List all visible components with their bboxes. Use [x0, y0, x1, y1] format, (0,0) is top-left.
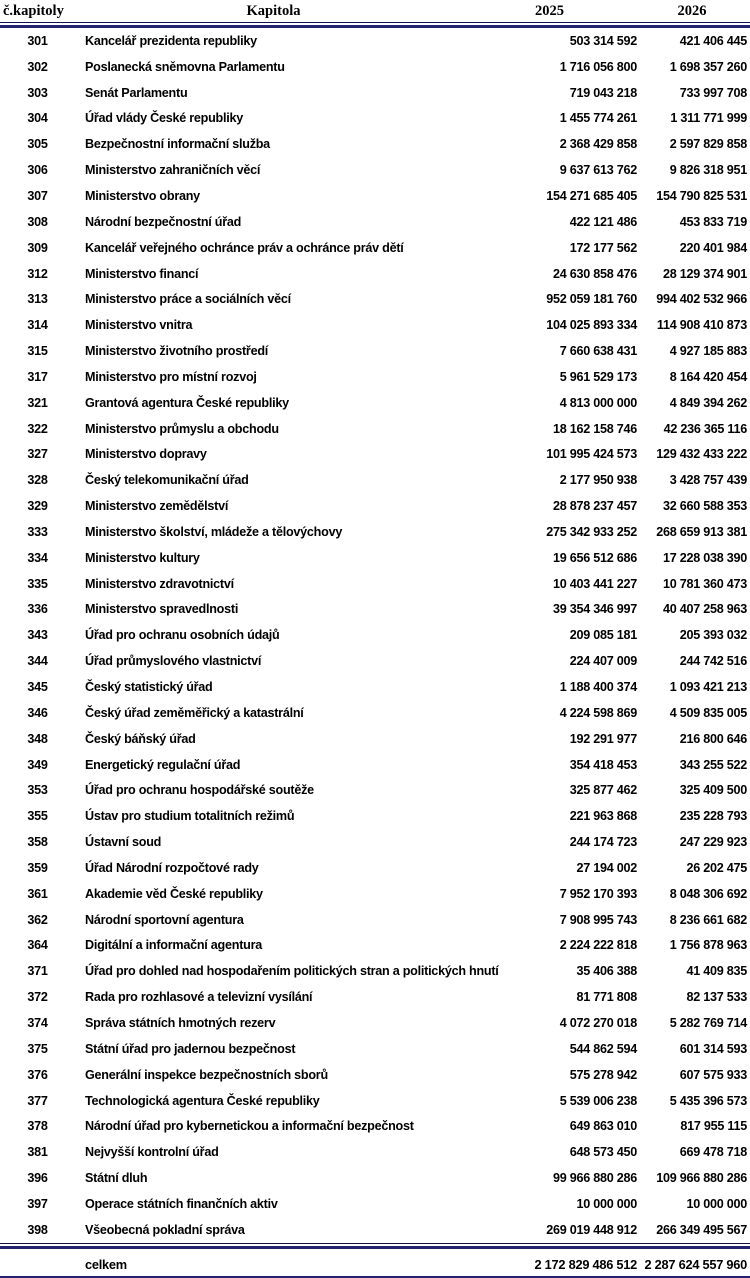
table-row: [0, 984, 750, 1010]
chapter-number: 358: [27, 835, 48, 850]
amount-2025: 172 177 562: [569, 240, 637, 255]
chapter-number: 334: [27, 550, 48, 565]
amount-2026: 994 402 532 966: [656, 292, 747, 307]
amount-2025: 7 952 170 393: [559, 886, 637, 901]
table-row: [0, 648, 750, 674]
table-row: [0, 235, 750, 261]
chapter-number: 328: [27, 473, 48, 488]
amount-2025: 1 188 400 374: [559, 680, 637, 695]
amount-2025: 4 224 598 869: [559, 705, 637, 720]
amount-2025: 4 813 000 000: [559, 395, 637, 410]
table-row: [0, 131, 750, 157]
chapter-name: Ministerstvo pro místní rozvoj: [85, 369, 257, 384]
chapter-number: 307: [27, 188, 48, 203]
amount-2025: 2 177 950 938: [559, 473, 637, 488]
amount-2025: 27 194 002: [576, 860, 637, 875]
chapter-name: Grantová agentura České republiky: [85, 395, 289, 410]
amount-2025: 9 637 613 762: [559, 163, 637, 178]
chapter-name: Úřad Národní rozpočtové rady: [85, 860, 259, 875]
table-row: [0, 157, 750, 183]
table-row: [0, 183, 750, 209]
amount-2025: 544 862 594: [569, 1041, 637, 1056]
amount-2025: 192 291 977: [569, 731, 637, 746]
amount-2026: 109 966 880 286: [656, 1171, 747, 1186]
chapter-number: 317: [27, 369, 48, 384]
amount-2025: 81 771 808: [576, 990, 637, 1005]
chapter-number: 362: [27, 912, 48, 927]
chapter-name: Ministerstvo zemědělství: [85, 499, 229, 514]
chapter-name: Národní sportovní agentura: [85, 912, 244, 927]
amount-2026: 8 164 420 454: [669, 369, 747, 384]
amount-2026: 601 314 593: [679, 1041, 747, 1056]
table-row: [0, 54, 750, 80]
table-row: [0, 1010, 750, 1036]
chapter-name: Kancelář prezidenta republiky: [85, 33, 257, 48]
chapter-name: Ministerstvo spravedlnosti: [85, 602, 239, 617]
chapter-name: Státní úřad pro jadernou bezpečnost: [85, 1041, 296, 1056]
chapter-number: 302: [27, 59, 48, 74]
chapter-number: 371: [27, 964, 48, 979]
amount-2026: 325 409 500: [679, 783, 747, 798]
chapter-number: 398: [27, 1222, 48, 1237]
chapter-name: Energetický regulační úřad: [85, 757, 241, 772]
amount-2025: 7 660 638 431: [559, 344, 637, 359]
chapter-number: 314: [27, 318, 48, 333]
amount-2026: 5 435 396 573: [669, 1093, 747, 1108]
total-amount-2026: 2 287 624 557 960: [644, 1256, 747, 1272]
amount-2026: 1 311 771 999: [670, 111, 747, 126]
amount-2026: 268 659 913 381: [656, 524, 747, 539]
chapter-name: Ústav pro studium totalitních režimů: [85, 809, 295, 824]
column-header-2025: 2025: [535, 2, 564, 19]
amount-2025: 648 573 450: [569, 1145, 637, 1160]
chapter-number: 359: [27, 860, 48, 875]
table-row: [0, 519, 750, 545]
amount-2026: 32 660 588 353: [662, 499, 747, 514]
chapter-name: Český báňský úřad: [85, 731, 196, 746]
table-row: [0, 700, 750, 726]
amount-2025: 19 656 512 686: [552, 550, 637, 565]
table-row: [0, 571, 750, 597]
amount-2025: 952 059 181 760: [546, 292, 637, 307]
chapter-number: 344: [27, 654, 48, 669]
amount-2026: 669 478 718: [679, 1145, 747, 1160]
chapter-number: 348: [27, 731, 48, 746]
amount-2026: 41 409 835: [686, 964, 747, 979]
chapter-name: Akademie věd České republiky: [85, 886, 263, 901]
amount-2025: 1 716 056 800: [559, 59, 637, 74]
amount-2025: 28 878 237 457: [552, 499, 637, 514]
chapter-number: 364: [27, 938, 48, 953]
amount-2026: 607 575 933: [679, 1067, 747, 1082]
amount-2026: 216 800 646: [679, 731, 747, 746]
chapter-number: 349: [27, 757, 48, 772]
chapter-number: 322: [27, 421, 48, 436]
amount-2025: 719 043 218: [569, 85, 637, 100]
chapter-name: Úřad vlády České republiky: [85, 111, 243, 126]
table-row: [0, 390, 750, 416]
chapter-name: Ministerstvo vnitra: [85, 318, 193, 333]
table-row: [0, 726, 750, 752]
amount-2026: 2 597 829 858: [669, 137, 747, 152]
amount-2026: 247 229 923: [679, 835, 747, 850]
chapter-name: Kancelář veřejného ochránce práv a ochránce práv dětí: [85, 240, 404, 255]
chapter-number: 321: [27, 395, 48, 410]
table-row: [0, 1113, 750, 1139]
column-header-2026: 2026: [677, 2, 707, 19]
amount-2026: 453 833 719: [679, 214, 747, 229]
total-row: [0, 1251, 750, 1278]
amount-2025: 7 908 995 743: [559, 912, 637, 927]
total-separator-rule: [0, 1243, 750, 1249]
amount-2025: 154 271 685 405: [546, 188, 637, 203]
chapter-number: 336: [27, 602, 48, 617]
amount-2026: 17 228 038 390: [662, 550, 747, 565]
table-row: [0, 312, 750, 338]
chapter-name: Generální inspekce bezpečnostních sborů: [85, 1067, 328, 1082]
chapter-number: 312: [27, 266, 48, 281]
amount-2026: 9 826 318 951: [669, 163, 747, 178]
table-row: [0, 674, 750, 700]
amount-2025: 18 162 158 746: [552, 421, 637, 436]
chapter-name: Ministerstvo práce a sociálních věcí: [85, 292, 291, 307]
amount-2026: 8 236 661 682: [669, 912, 747, 927]
amount-2025: 5 539 006 238: [559, 1093, 637, 1108]
chapter-name: Úřad průmyslového vlastnictví: [85, 654, 262, 669]
amount-2026: 421 406 445: [679, 33, 747, 48]
amount-2026: 129 432 433 222: [656, 447, 747, 462]
amount-2026: 42 236 365 116: [663, 421, 747, 436]
chapter-number: 355: [27, 809, 48, 824]
amount-2025: 503 314 592: [569, 33, 637, 48]
chapter-number: 372: [27, 990, 48, 1005]
amount-2026: 343 255 522: [679, 757, 747, 772]
amount-2025: 39 354 346 997: [552, 602, 637, 617]
chapter-name: Ústavní soud: [85, 835, 162, 850]
amount-2026: 4 849 394 262: [669, 395, 747, 410]
amount-2026: 28 129 374 901: [662, 266, 747, 281]
table-row: [0, 855, 750, 881]
amount-2026: 235 228 793: [679, 809, 747, 824]
chapter-number: 374: [27, 1015, 48, 1030]
amount-2026: 266 349 495 567: [656, 1222, 747, 1237]
chapter-name: Úřad pro ochranu hospodářské soutěže: [85, 783, 314, 798]
amount-2025: 35 406 388: [576, 964, 637, 979]
chapter-name: Ministerstvo zahraničních věcí: [85, 163, 261, 178]
table-row: [0, 467, 750, 493]
amount-2026: 8 048 306 692: [669, 886, 747, 901]
table-row: [0, 106, 750, 132]
chapter-number: 343: [27, 628, 48, 643]
table-row: [0, 416, 750, 442]
amount-2025: 269 019 448 912: [546, 1222, 637, 1237]
amount-2026: 5 282 769 714: [669, 1015, 747, 1030]
chapter-number: 335: [27, 576, 48, 591]
amount-2026: 244 742 516: [679, 654, 747, 669]
table-row: [0, 1088, 750, 1114]
chapter-number: 308: [27, 214, 48, 229]
chapter-name: Všeobecná pokladní správa: [85, 1222, 245, 1237]
table-row: [0, 597, 750, 623]
table-row: [0, 933, 750, 959]
chapter-name: Úřad pro ochranu osobních údajů: [85, 628, 280, 643]
chapter-name: Ministerstvo zdravotnictví: [85, 576, 234, 591]
chapter-name: Nejvyšší kontrolní úřad: [85, 1145, 219, 1160]
chapter-number: 377: [27, 1093, 48, 1108]
table-row: [0, 907, 750, 933]
table-row: [0, 1217, 750, 1243]
table-row: [0, 261, 750, 287]
amount-2025: 224 407 009: [569, 654, 637, 669]
chapter-name: Státní dluh: [85, 1171, 148, 1186]
table-row: [0, 881, 750, 907]
chapter-number: 396: [27, 1171, 48, 1186]
amount-2025: 422 121 486: [569, 214, 637, 229]
chapter-number: 397: [27, 1196, 48, 1211]
total-amount-2025: 2 172 829 486 512: [534, 1256, 637, 1272]
chapter-name: Operace státních finančních aktiv: [85, 1196, 278, 1211]
amount-2026: 4 927 185 883: [669, 344, 747, 359]
table-body: [0, 28, 750, 1243]
chapter-number: 303: [27, 85, 48, 100]
chapter-number: 313: [27, 292, 48, 307]
amount-2025: 101 995 424 573: [546, 447, 637, 462]
chapter-number: 329: [27, 499, 48, 514]
chapter-number: 306: [27, 163, 48, 178]
amount-2025: 5 961 529 173: [559, 369, 637, 384]
chapter-name: Ministerstvo kultury: [85, 550, 200, 565]
chapter-name: Český úřad zeměměřický a katastrální: [85, 705, 304, 720]
chapter-name: Český statistický úřad: [85, 680, 213, 695]
chapter-name: Ministerstvo školství, mládeže a tělovýchovy: [85, 524, 343, 539]
table-row: [0, 1191, 750, 1217]
chapter-number: 309: [27, 240, 48, 255]
total-label: celkem: [85, 1256, 127, 1272]
chapter-number: 345: [27, 680, 48, 695]
chapter-name: Ministerstvo životního prostředí: [85, 344, 269, 359]
amount-2025: 10 403 441 227: [552, 576, 637, 591]
amount-2025: 2 368 429 858: [559, 137, 637, 152]
table-row: [0, 1165, 750, 1191]
chapter-number: 333: [27, 524, 48, 539]
chapter-number: 361: [27, 886, 48, 901]
chapter-name: Národní úřad pro kybernetickou a informační bezpečnost: [85, 1119, 414, 1134]
chapter-number: 381: [27, 1145, 48, 1160]
amount-2026: 82 137 533: [686, 990, 747, 1005]
chapter-number: 378: [27, 1119, 48, 1134]
amount-2025: 649 863 010: [569, 1119, 637, 1134]
amount-2026: 733 997 708: [679, 85, 747, 100]
chapter-name: Bezpečnostní informační služba: [85, 137, 270, 152]
chapter-name: Český telekomunikační úřad: [85, 473, 249, 488]
amount-2026: 40 407 258 963: [662, 602, 747, 617]
chapter-number: 304: [27, 111, 48, 126]
amount-2026: 3 428 757 439: [669, 473, 747, 488]
amount-2025: 244 174 723: [569, 835, 637, 850]
chapter-name: Digitální a informační agentura: [85, 938, 262, 953]
amount-2025: 2 224 222 818: [559, 938, 637, 953]
amount-2026: 26 202 475: [686, 860, 747, 875]
amount-2025: 104 025 893 334: [546, 318, 637, 333]
amount-2026: 1 093 421 213: [669, 680, 747, 695]
chapter-name: Úřad pro dohled nad hospodařením politických stran a politických hnutí: [85, 964, 499, 979]
amount-2025: 354 418 453: [569, 757, 637, 772]
chapter-number: 315: [27, 344, 48, 359]
table-row: [0, 442, 750, 468]
column-header-chapter-name: Kapitola: [246, 2, 301, 19]
table-row: [0, 622, 750, 648]
amount-2025: 275 342 933 252: [546, 524, 637, 539]
separator-thick-line: [0, 1246, 750, 1249]
amount-2025: 10 000 000: [576, 1196, 637, 1211]
chapter-name: Ministerstvo průmyslu a obchodu: [85, 421, 279, 436]
chapter-name: Ministerstvo dopravy: [85, 447, 207, 462]
chapter-number: 301: [27, 33, 48, 48]
chapter-name: Národní bezpečnostní úřad: [85, 214, 242, 229]
amount-2025: 325 877 462: [569, 783, 637, 798]
chapter-name: Správa státních hmotných rezerv: [85, 1015, 276, 1030]
table-row: [0, 777, 750, 803]
amount-2026: 1 698 357 260: [669, 59, 747, 74]
amount-2026: 1 756 878 963: [669, 938, 747, 953]
column-header-chapter-number: č.kapitoly: [3, 2, 64, 19]
chapter-name: Rada pro rozhlasové a televizní vysílání: [85, 990, 313, 1005]
amount-2025: 1 455 774 261: [559, 111, 637, 126]
amount-2025: 4 072 270 018: [559, 1015, 637, 1030]
chapter-name: Ministerstvo financí: [85, 266, 199, 281]
chapter-number: 346: [27, 705, 48, 720]
chapter-number: 375: [27, 1041, 48, 1056]
chapter-name: Ministerstvo obrany: [85, 188, 200, 203]
table-row: [0, 209, 750, 235]
table-row: [0, 364, 750, 390]
amount-2026: 10 781 360 473: [662, 576, 747, 591]
table-row: [0, 1036, 750, 1062]
chapter-name: Poslanecká sněmovna Parlamentu: [85, 59, 285, 74]
amount-2026: 4 509 835 005: [669, 705, 747, 720]
table-row: [0, 803, 750, 829]
table-header: [0, 0, 750, 22]
table-row: [0, 28, 750, 54]
table-row: [0, 545, 750, 571]
table-row: [0, 493, 750, 519]
amount-2025: 575 278 942: [569, 1067, 637, 1082]
chapter-number: 353: [27, 783, 48, 798]
chapter-name: Senát Parlamentu: [85, 85, 188, 100]
amount-2026: 205 393 032: [679, 628, 747, 643]
chapter-name: Technologická agentura České republiky: [85, 1093, 320, 1108]
table-row: [0, 958, 750, 984]
amount-2025: 209 085 181: [569, 628, 637, 643]
amount-2025: 99 966 880 286: [552, 1171, 637, 1186]
table-row: [0, 1139, 750, 1165]
amount-2026: 154 790 825 531: [656, 188, 747, 203]
table-row: [0, 752, 750, 778]
chapter-number: 327: [27, 447, 48, 462]
amount-2025: 221 963 868: [569, 809, 637, 824]
amount-2026: 114 908 410 873: [656, 318, 747, 333]
chapter-number: 376: [27, 1067, 48, 1082]
chapter-number: 305: [27, 137, 48, 152]
table-row: [0, 1062, 750, 1088]
amount-2026: 817 955 115: [680, 1119, 747, 1134]
amount-2026: 10 000 000: [686, 1196, 747, 1211]
table-row: [0, 829, 750, 855]
amount-2025: 24 630 858 476: [552, 266, 637, 281]
table-row: [0, 80, 750, 106]
amount-2026: 220 401 984: [679, 240, 747, 255]
table-row: [0, 286, 750, 312]
table-row: [0, 338, 750, 364]
